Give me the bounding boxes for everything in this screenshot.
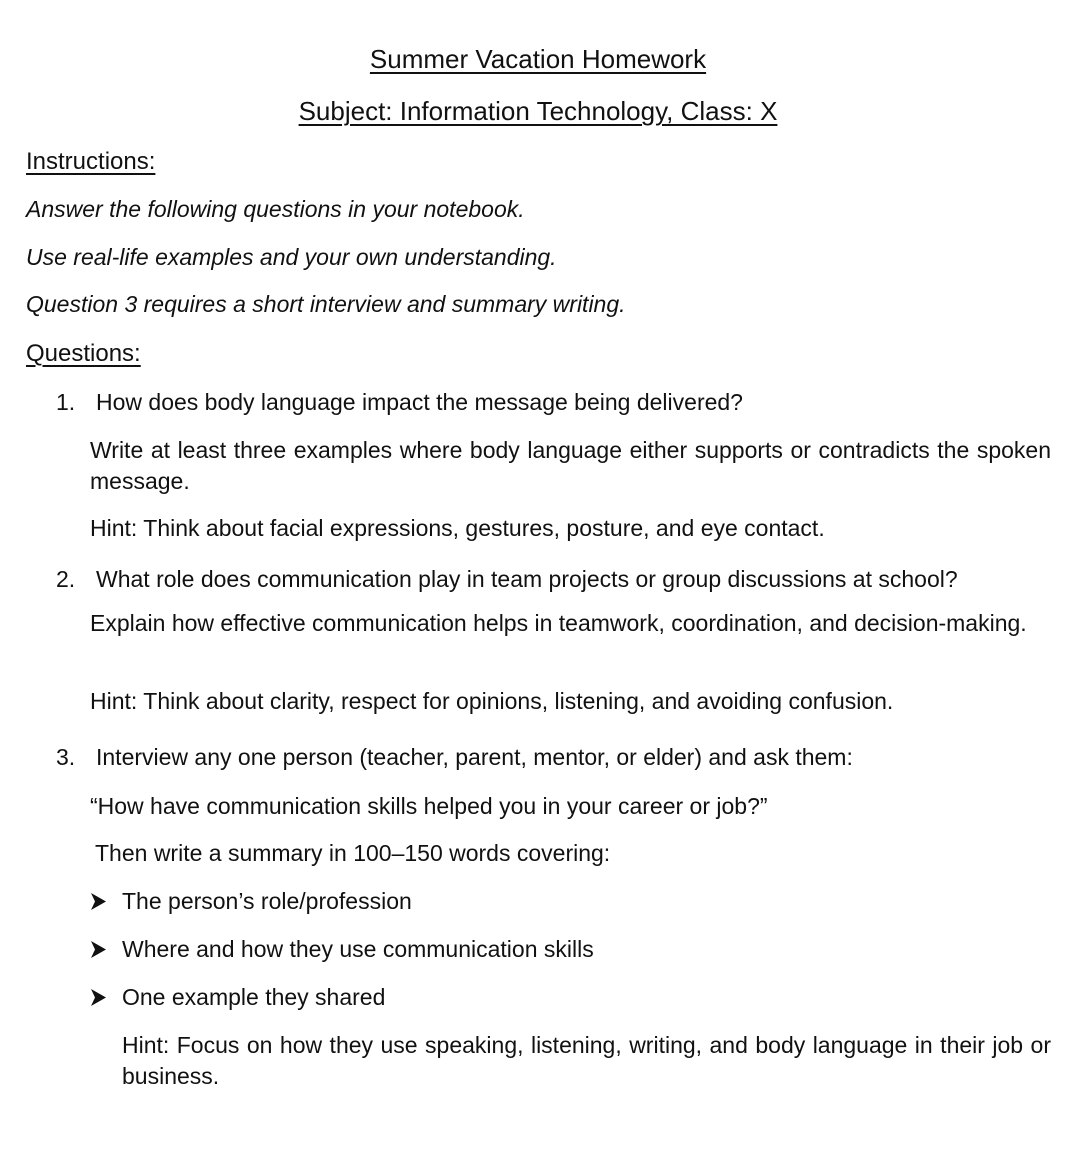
document-title: Summer Vacation Homework xyxy=(369,44,707,74)
question-text: How does body language impact the message being delivered? xyxy=(96,389,743,415)
arrowhead-bullet-icon xyxy=(90,982,110,1023)
document-subtitle: Subject: Information Technology, Class: X xyxy=(298,96,778,126)
interview-quote: “How have communication skills helped you in your career or job?” xyxy=(90,793,768,819)
question-number: 1. xyxy=(56,389,76,415)
instruction-line: Question 3 requires a short interview and summary writing. xyxy=(26,291,626,317)
instruction-line: Use real-life examples and your own understanding. xyxy=(26,244,557,270)
question-detail: Write at least three examples where body language either supports or contradicts the spoken message. xyxy=(90,437,1051,494)
list-item-text: One example they shared xyxy=(122,984,386,1010)
questions-heading: Questions: xyxy=(26,340,141,367)
arrowhead-bullet-icon xyxy=(90,934,110,975)
question-number: 2. xyxy=(56,566,76,592)
instructions-heading: Instructions: xyxy=(26,148,156,175)
instruction-line: Answer the following questions in your notebook. xyxy=(26,196,525,222)
list-item-text: The person’s role/profession xyxy=(122,888,412,914)
question-number: 3. xyxy=(56,744,76,770)
list-item-text: Where and how they use communication skills xyxy=(122,936,594,962)
question-hint: Hint: Think about facial expressions, gestures, posture, and eye contact. xyxy=(90,515,825,541)
summary-instruction: Then write a summary in 100–150 words covering: xyxy=(95,840,611,866)
question-text: What role does communication play in team projects or group discussions at school? xyxy=(96,566,958,592)
arrowhead-bullet-icon xyxy=(90,886,110,927)
question-text: Interview any one person (teacher, parent, mentor, or elder) and ask them: xyxy=(96,744,853,770)
question-hint: Hint: Think about clarity, respect for opinions, listening, and avoiding confusion. xyxy=(90,688,894,714)
question-hint: Hint: Focus on how they use speaking, listening, writing, and body language in their job or business. xyxy=(122,1032,1051,1089)
question-detail: Explain how effective communication helps in teamwork, coordination, and decision-making. xyxy=(90,610,1027,636)
